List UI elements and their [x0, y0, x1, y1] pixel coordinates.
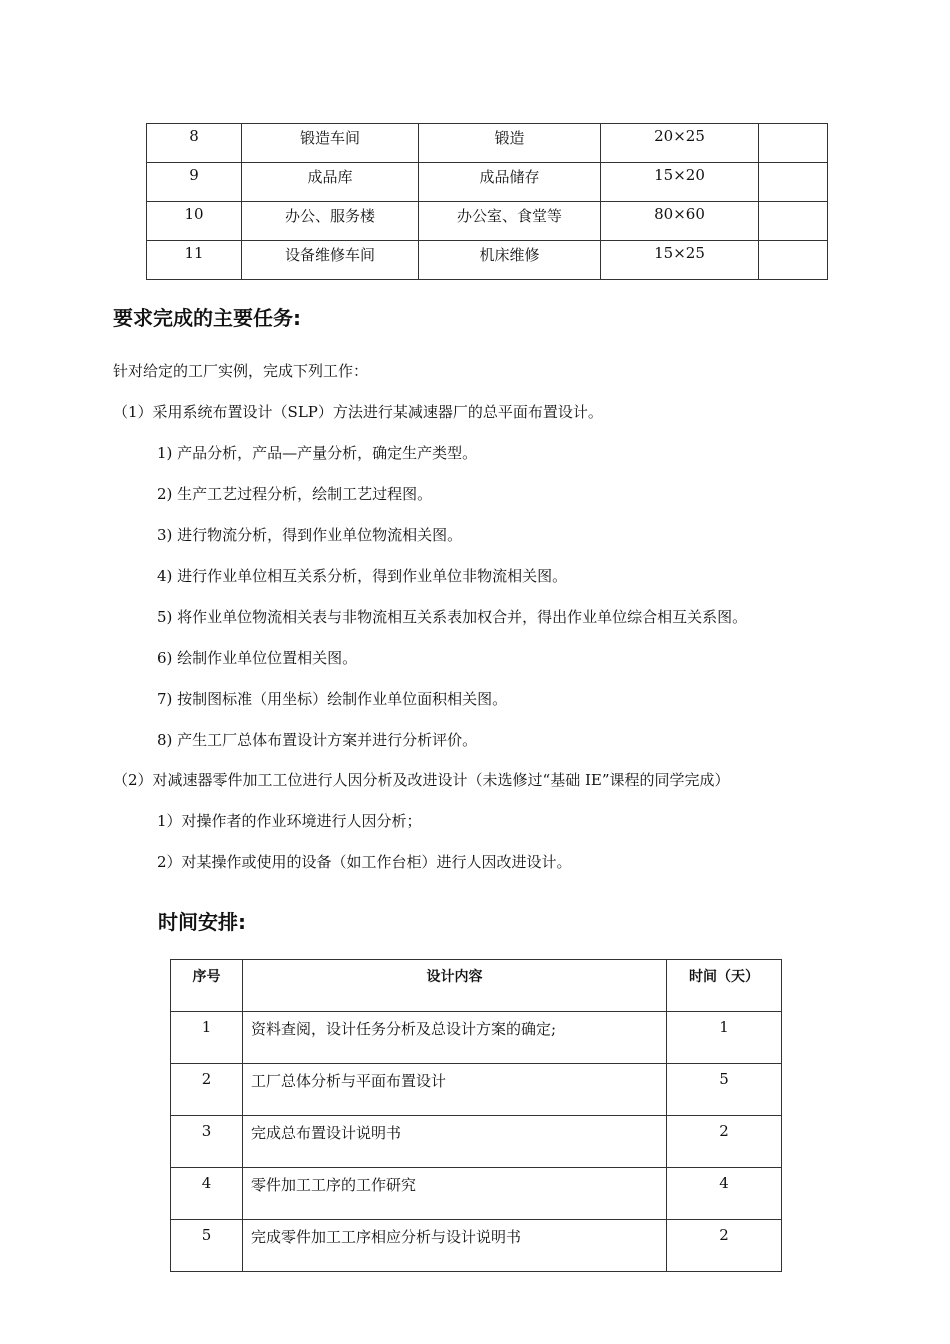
schedule-days: 2 — [667, 1116, 782, 1168]
workshop-name: 成品库 — [242, 163, 419, 202]
schedule-days: 2 — [667, 1220, 782, 1272]
table-header-row — [171, 960, 782, 1012]
table-row — [171, 1012, 782, 1064]
part1-item: 8) 产生工厂总体布置设计方案并进行分析评价。 — [157, 731, 478, 749]
schedule-content: 完成零件加工工序相应分析与设计说明书 — [243, 1220, 667, 1272]
schedule-content: 资料查阅，设计任务分析及总设计方案的确定; — [243, 1012, 667, 1064]
table-row — [147, 163, 828, 202]
column-header-days: 时间（天） — [667, 960, 782, 1012]
schedule-no: 1 — [171, 1012, 243, 1064]
schedule-content: 完成总布置设计说明书 — [243, 1116, 667, 1168]
table-row — [171, 1168, 782, 1220]
schedule-content: 工厂总体分析与平面布置设计 — [243, 1064, 667, 1116]
row-number: 10 — [147, 202, 242, 241]
column-header-no: 序号 — [171, 960, 243, 1012]
workshop-name: 设备维修车间 — [242, 241, 419, 280]
part2-item: 2）对某操作或使用的设备（如工作台柜）进行人因改进设计。 — [157, 853, 572, 871]
schedule-heading: 时间安排: — [158, 910, 246, 934]
part1-item: 7) 按制图标准（用坐标）绘制作业单位面积相关图。 — [157, 690, 508, 708]
schedule-no: 3 — [171, 1116, 243, 1168]
schedule-days: 5 — [667, 1064, 782, 1116]
workshop-note — [759, 202, 828, 241]
part1-item: 1) 产品分析，产品—产量分析，确定生产类型。 — [157, 444, 478, 462]
schedule-no: 2 — [171, 1064, 243, 1116]
schedule-days: 1 — [667, 1012, 782, 1064]
workshop-function: 成品储存 — [419, 163, 601, 202]
table-row — [171, 1064, 782, 1116]
tasks-heading: 要求完成的主要任务: — [113, 306, 301, 330]
part1-item: 5) 将作业单位物流相关表与非物流相互关系表加权合并，得出作业单位综合相互关系图。 — [157, 608, 748, 626]
schedule-content: 零件加工工序的工作研究 — [243, 1168, 667, 1220]
row-number: 9 — [147, 163, 242, 202]
row-number: 11 — [147, 241, 242, 280]
part1-item: 2) 生产工艺过程分析，绘制工艺过程图。 — [157, 485, 433, 503]
table-row — [147, 124, 828, 163]
workshop-size: 20×25 — [601, 124, 759, 163]
table-row — [147, 241, 828, 280]
part1-title: （1）采用系统布置设计（SLP）方法进行某减速器厂的总平面布置设计。 — [113, 403, 603, 421]
part1-item: 6) 绘制作业单位位置相关图。 — [157, 649, 358, 667]
workshop-size: 15×20 — [601, 163, 759, 202]
table-row — [171, 1116, 782, 1168]
part1-item: 3) 进行物流分析，得到作业单位物流相关图。 — [157, 526, 463, 544]
table-row — [171, 1220, 782, 1272]
row-number: 8 — [147, 124, 242, 163]
part2-item: 1）对操作者的作业环境进行人因分析； — [157, 812, 422, 830]
workshop-function: 机床维修 — [419, 241, 601, 280]
workshop-function: 锻造 — [419, 124, 601, 163]
schedule-no: 5 — [171, 1220, 243, 1272]
schedule-table — [170, 959, 782, 1272]
workshop-note — [759, 241, 828, 280]
workshop-size: 80×60 — [601, 202, 759, 241]
workshop-function: 办公室、食堂等 — [419, 202, 601, 241]
workshop-note — [759, 163, 828, 202]
workshop-note — [759, 124, 828, 163]
schedule-days: 4 — [667, 1168, 782, 1220]
tasks-intro: 针对给定的工厂实例，完成下列工作： — [113, 362, 369, 380]
part1-item: 4) 进行作业单位相互关系分析，得到作业单位非物流相关图。 — [157, 567, 568, 585]
part2-title: （2）对减速器零件加工工位进行人因分析及改进设计（未选修过“基础 IE”课程的同学完成） — [113, 771, 730, 789]
column-header-content: 设计内容 — [243, 960, 667, 1012]
workshop-size: 15×25 — [601, 241, 759, 280]
workshop-table — [146, 123, 828, 280]
schedule-no: 4 — [171, 1168, 243, 1220]
workshop-name: 锻造车间 — [242, 124, 419, 163]
workshop-name: 办公、服务楼 — [242, 202, 419, 241]
table-row — [147, 202, 828, 241]
